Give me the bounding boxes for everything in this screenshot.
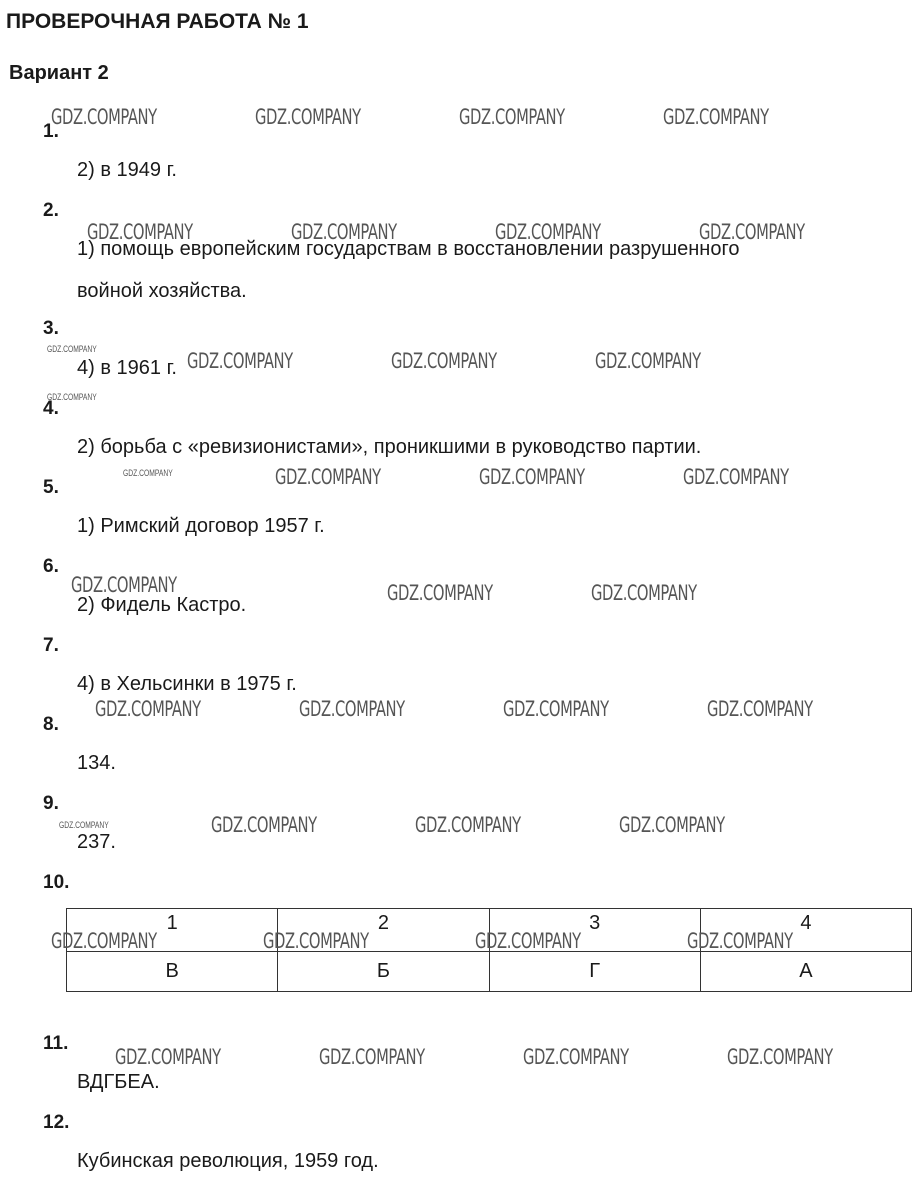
- question-number-2: 2.: [43, 200, 59, 221]
- watermark-text: GDZ.COMPANY: [211, 813, 317, 837]
- watermark-text: GDZ.COMPANY: [115, 1045, 221, 1069]
- watermark-text: GDZ.COMPANY: [459, 105, 565, 129]
- watermark-text-small: GDZ.COMPANY: [59, 820, 109, 830]
- table-cell: А: [700, 952, 911, 992]
- answer-9: 237.: [77, 831, 116, 853]
- table-cell: Г: [489, 952, 700, 992]
- answer-5: 1) Римский договор 1957 г.: [77, 515, 325, 537]
- question-number-4: 4.: [43, 398, 59, 419]
- answer-3: 4) в 1961 г.: [77, 357, 177, 379]
- watermark-text: GDZ.COMPANY: [387, 581, 493, 605]
- table-header-cell: 2: [278, 909, 489, 952]
- table-cell: Б: [278, 952, 489, 992]
- watermark-text: GDZ.COMPANY: [391, 349, 497, 373]
- question-number-8: 8.: [43, 714, 59, 735]
- question-number-9: 9.: [43, 793, 59, 814]
- watermark-text: GDZ.COMPANY: [707, 697, 813, 721]
- watermark-text: GDZ.COMPANY: [299, 697, 405, 721]
- variant-heading: Вариант 2: [9, 62, 109, 84]
- watermark-text: GDZ.COMPANY: [275, 465, 381, 489]
- watermark-text: GDZ.COMPANY: [663, 105, 769, 129]
- page-title: ПРОВЕРОЧНАЯ РАБОТА № 1: [6, 10, 309, 33]
- watermark-text: GDZ.COMPANY: [687, 929, 793, 953]
- answer-2-line-2: войной хозяйства.: [77, 280, 247, 302]
- watermark-text: GDZ.COMPANY: [727, 1045, 833, 1069]
- watermark-text: GDZ.COMPANY: [87, 220, 193, 244]
- answer-6: 2) Фидель Кастро.: [77, 594, 247, 616]
- watermark-text: GDZ.COMPANY: [495, 220, 601, 244]
- question-number-1: 1.: [43, 121, 59, 142]
- watermark-text: GDZ.COMPANY: [591, 581, 697, 605]
- watermark-text: GDZ.COMPANY: [415, 813, 521, 837]
- watermark-text: GDZ.COMPANY: [523, 1045, 629, 1069]
- watermark-text: GDZ.COMPANY: [187, 349, 293, 373]
- watermark-text: GDZ.COMPANY: [595, 349, 701, 373]
- watermark-text: GDZ.COMPANY: [479, 465, 585, 489]
- question-number-6: 6.: [43, 556, 59, 577]
- table-row: [67, 952, 912, 992]
- question-number-5: 5.: [43, 477, 59, 498]
- table-header-cell: 3: [489, 909, 700, 952]
- question-number-11: 11.: [43, 1033, 69, 1054]
- watermark-text: GDZ.COMPANY: [51, 105, 157, 129]
- answer-1: 2) в 1949 г.: [77, 159, 177, 181]
- table-header-cell: 1: [67, 909, 278, 952]
- watermark-text: GDZ.COMPANY: [699, 220, 805, 244]
- answer-11: ВДГБЕА.: [77, 1071, 160, 1093]
- watermark-text: GDZ.COMPANY: [263, 929, 369, 953]
- answer-2-line-1: 1) помощь европейским государствам в восстановлении разрушенного: [77, 238, 740, 260]
- answer-7: 4) в Хельсинки в 1975 г.: [77, 673, 297, 695]
- question-number-3: 3.: [43, 318, 59, 339]
- watermark-text-small: GDZ.COMPANY: [123, 468, 173, 478]
- watermark-text: GDZ.COMPANY: [619, 813, 725, 837]
- watermark-text: GDZ.COMPANY: [683, 465, 789, 489]
- watermark-text-small: GDZ.COMPANY: [47, 392, 97, 402]
- watermark-text: GDZ.COMPANY: [255, 105, 361, 129]
- watermark-text: GDZ.COMPANY: [95, 697, 201, 721]
- question-number-10: 10.: [43, 872, 70, 893]
- watermark-text: GDZ.COMPANY: [319, 1045, 425, 1069]
- answer-8: 134.: [77, 752, 116, 774]
- question-number-7: 7.: [43, 635, 59, 656]
- watermark-text: GDZ.COMPANY: [503, 697, 609, 721]
- table-header-cell: 4: [700, 909, 911, 952]
- answer-4: 2) борьба с «ревизионистами», проникшими в руководство партии.: [77, 436, 702, 458]
- watermark-text: GDZ.COMPANY: [71, 573, 177, 597]
- watermark-text-small: GDZ.COMPANY: [47, 344, 97, 354]
- watermark-text: GDZ.COMPANY: [291, 220, 397, 244]
- question-number-12: 12.: [43, 1112, 70, 1133]
- table-cell: В: [67, 952, 278, 992]
- answer-12: Кубинская революция, 1959 год.: [77, 1150, 379, 1172]
- watermark-text: GDZ.COMPANY: [475, 929, 581, 953]
- watermark-text: GDZ.COMPANY: [51, 929, 157, 953]
